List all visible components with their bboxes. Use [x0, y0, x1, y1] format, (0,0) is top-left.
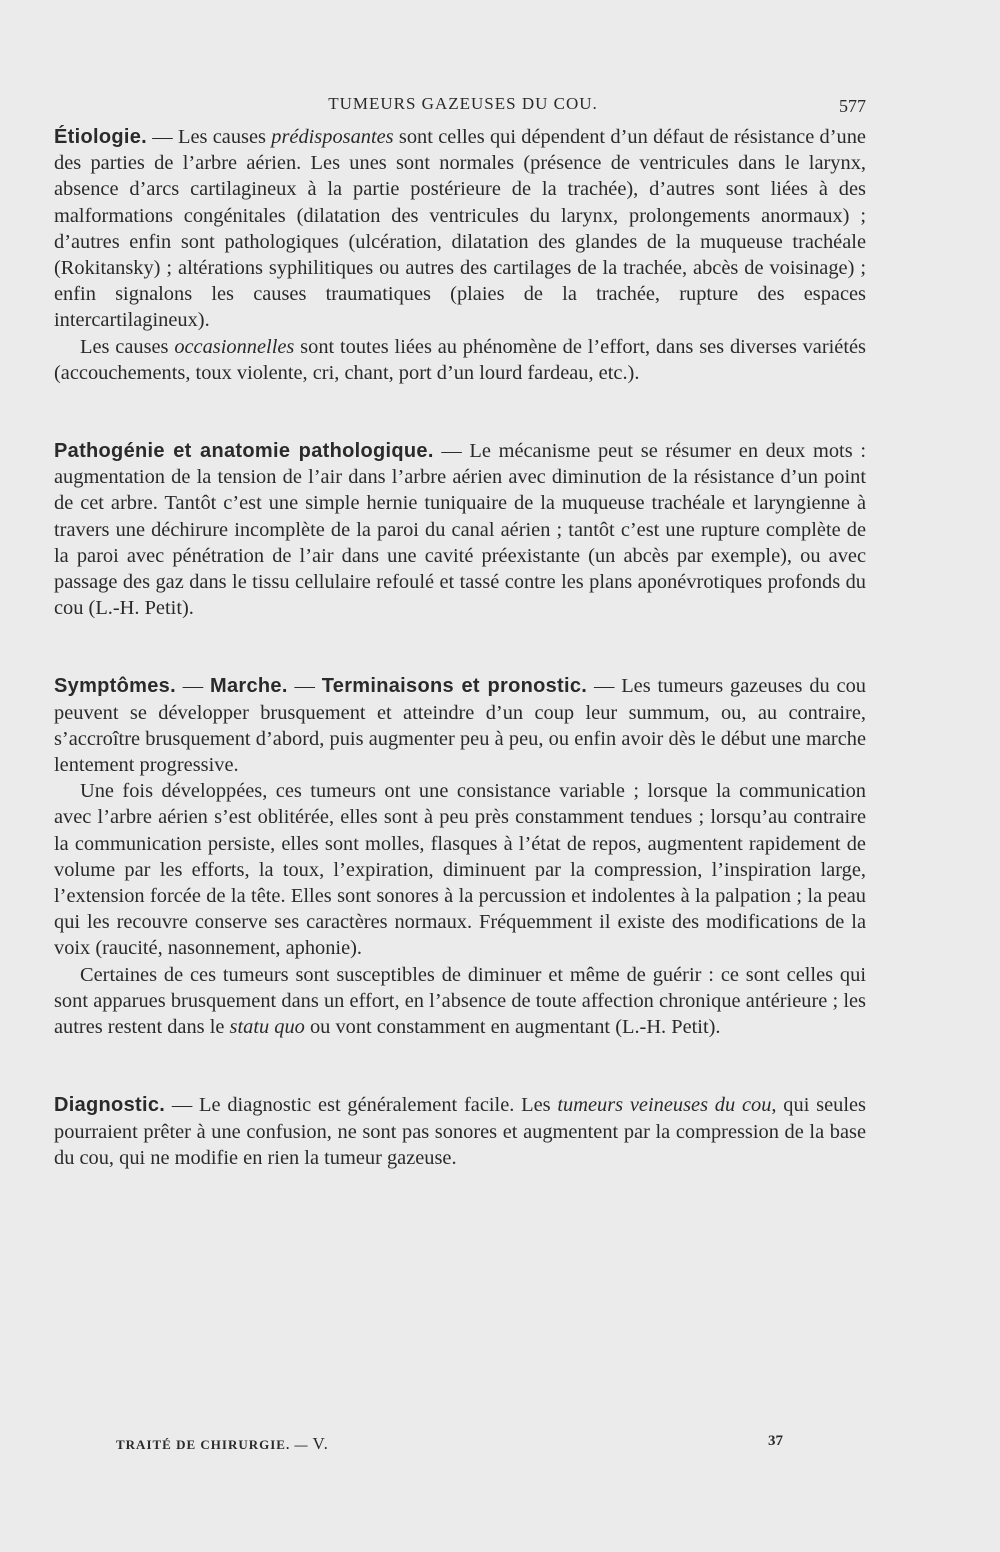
page-footer: [60, 1428, 866, 1458]
paragraph-text: — Les causes: [147, 126, 272, 148]
paragraph-text: — Les tumeurs gazeuses du cou peuvent se développer brusquement et atteindre d’un coup leur summum, ou, au contraire, s’accroître brusquement d’abord, puis augmenter peu à peu, ou enfin avoir dès le début une marche lentement progressive.: [54, 675, 866, 777]
emphasis-text: statu quo: [229, 1016, 305, 1039]
running-title: TUMEURS GAZEUSES DU COU.: [328, 94, 598, 113]
paragraph: [54, 962, 866, 1041]
section-heading: Symptômes.: [54, 675, 176, 698]
paragraph: [54, 673, 866, 778]
paragraph-text: — Le mécanisme peut se résumer en deux mots : augmentation de la tension de l’air dans l’arbre aérien avec diminution de la résistance d’un point de cet arbre. Tantôt c’est une simple hernie tuniquaire de la muqueuse trachéale et laryngienne à travers une déchirure incomplète de la paroi du canal aérien ; tantôt c’est une rupture complète de la paroi avec pénétration de l’air dans une cavité préexistante (un abcès par exemple), ou avec passage des gaz dans le tissu cellulaire refoulé et tassé contre les plans aponévrotiques profonds du cou (L.-H. Petit).: [54, 440, 866, 620]
paragraph-text: Les causes: [80, 335, 175, 358]
page-number: 577: [839, 96, 866, 116]
page-header: [60, 90, 866, 120]
section-pathogenie: [54, 438, 866, 621]
footer-book-title: [116, 1434, 329, 1454]
page-body: [54, 124, 866, 1171]
section-heading: Diagnostic.: [54, 1094, 166, 1117]
section-heading: Étiologie.: [54, 126, 147, 148]
paragraph-text: Certaines de ces tumeurs sont susceptibles de diminuer et même de guérir : ce sont celles qui sont apparues brusquement dans un effort, en l’absence de toute affection chronique antérieure ; les autres restent dans le: [54, 963, 866, 1039]
section-heading: Terminaisons et pronostic.: [321, 675, 588, 698]
paragraph-text: , qui seules pourraient prêter à une confusion, ne sont pas sonores et augmentent par la compression de la base du cou, qui ne modifie en rien la tumeur gazeuse.: [54, 1094, 866, 1169]
section-heading: Marche.: [210, 675, 288, 698]
heading-separator: —: [175, 675, 210, 698]
section-heading: Pathogénie et anatomie pathologique.: [54, 440, 434, 463]
paragraph: [54, 438, 866, 621]
section-symptomes: [54, 673, 866, 1040]
paragraph-text: ou vont constamment en augmentant (L.-H. Petit).: [304, 1016, 721, 1039]
emphasis-text: prédisposantes: [271, 126, 394, 148]
paragraph-text: sont toutes liées au phénomène de l’effort, dans ses diverses variétés (accouchements, toux violente, cri, chant, port d’un lourd fardeau, etc.).: [54, 335, 866, 384]
paragraph: [54, 778, 866, 961]
paragraph-text: sont celles qui dépendent d’un défaut de résistance d’une des parties de l’arbre aérien. Les unes sont normales (présence de ventricules dans le larynx, absence d’arcs cartilagineux à la partie postérieure de la trachée), d’autres sont liées à des malformations congénitales (dilatation des ventricules du larynx, prolongements anormaux) ; d’autres enfin sont pathologiques (ulcération, dilatation des glandes de la muqueuse trachéale (Rokitansky) ; altérations syphilitiques ou autres des cartilages de la trachée, abcès de voisinage) ; enfin signalons les causes traumatiques (plaies de la trachée, rupture des espaces intercartilagineux).: [54, 126, 866, 332]
section-diagnostic: [54, 1092, 866, 1171]
paragraph-text: — Le diagnostic est généralement facile. Les: [165, 1094, 558, 1117]
paragraph-text: Une fois développées, ces tumeurs ont une consistance variable ; lorsque la communication avec l’arbre aérien s’est oblitérée, elles sont à peu près constamment tendues ; lorsqu’au contraire la communication persiste, elles sont molles, flasques à l’état de repos, augmentent rapidement de volume par les efforts, la toux, l’expiration, diminuent par la compression, l’inspiration large, l’extension forcée de la tête. Elles sont sonores à la percussion et indolentes à la palpation ; la peau qui les recouvre conserve ses caractères normaux. Fréquemment il existe des modifications de la voix (raucité, nasonnement, aphonie).: [54, 780, 866, 960]
emphasis-text: occasionnelles: [174, 335, 295, 358]
footer-volume: V.: [312, 1434, 329, 1453]
emphasis-text: tumeurs veineuses du cou: [557, 1094, 772, 1117]
paragraph: [54, 1092, 866, 1171]
footer-title-text: TRAITÉ DE CHIRURGIE. —: [116, 1437, 309, 1452]
heading-separator: —: [287, 675, 322, 698]
paragraph: [54, 334, 866, 386]
signature-mark: 37: [768, 1433, 783, 1449]
paragraph: [54, 124, 866, 334]
section-etiologie: [54, 124, 866, 386]
